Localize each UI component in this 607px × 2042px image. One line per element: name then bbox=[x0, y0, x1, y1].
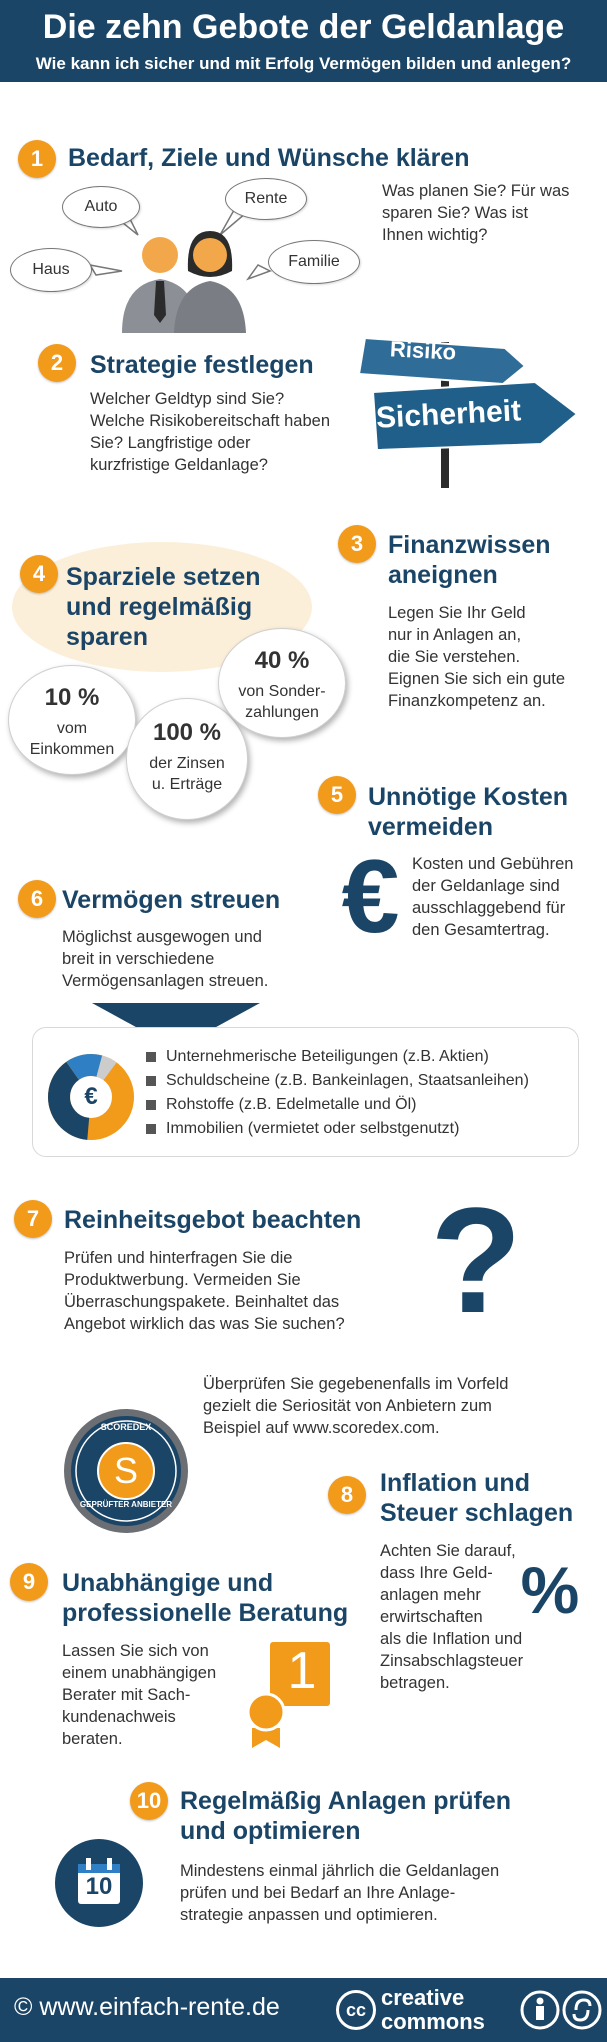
list-item: Schuldscheine (z.B. Bankeinlagen, Staatsanleihen) bbox=[146, 1069, 571, 1093]
savings-circle-income: 10 % vom Einkommen bbox=[8, 665, 136, 775]
award-number: 1 bbox=[287, 1642, 317, 1700]
step-9-number: 9 bbox=[10, 1563, 48, 1601]
step-3-title: Finanzwissen aneignen bbox=[388, 531, 551, 589]
step-8-text: Achten Sie darauf, dass Ihre Geld- anlagen mehr erwirtschaften als die Inflation und Zinsabschlagsteuer betragen. bbox=[380, 1542, 524, 1692]
step-5-title: Unnötige Kosten vermeiden bbox=[368, 783, 568, 841]
bubble-haus: Haus bbox=[10, 248, 92, 292]
step-5-number: 5 bbox=[318, 776, 356, 814]
bubble-auto: Auto bbox=[62, 186, 140, 228]
calendar-number: 10 bbox=[85, 1873, 113, 1900]
step-1-number: 1 bbox=[18, 140, 56, 178]
footer-site-link[interactable]: © www.einfach-rente.de bbox=[14, 1993, 280, 2021]
sign-risiko: Risiko bbox=[389, 336, 457, 365]
list-item: Rohstoffe (z.B. Edelmetalle und Öl) bbox=[146, 1093, 571, 1117]
step-1-text: Was planen Sie? Für was sparen Sie? Was ist Ihnen wichtig? bbox=[382, 182, 570, 244]
step-6-number: 6 bbox=[18, 880, 56, 918]
step-4-title: Sparziele setzen und regelmäßig sparen bbox=[66, 563, 261, 651]
step-2-title: Strategie festlegen bbox=[90, 351, 314, 379]
page-title: Die zehn Gebote der Geldanlage bbox=[42, 8, 565, 46]
seal-top-text: SCOREDEX bbox=[100, 1422, 152, 1432]
list-item: Unternehmerische Beteiligungen (z.B. Aktien) bbox=[146, 1045, 571, 1069]
step-3-number: 3 bbox=[338, 525, 376, 563]
step-7-title: Reinheitsgebot beachten bbox=[64, 1206, 362, 1234]
savings-circle-bonus: 40 % von Sonder- zahlungen bbox=[218, 628, 346, 738]
step-8-title: Inflation und Steuer schlagen bbox=[380, 1469, 574, 1527]
step-2-text: Welcher Geldtyp sind Sie? Welche Risikobereitschaft haben Sie? Langfristige oder kurzfristige Geldanlage? bbox=[90, 390, 330, 474]
step-7-note: Überprüfen Sie gegebenenfalls im Vorfeld gezielt die Seriosität von Anbietern zum Beispiel auf www.scoredex.com. bbox=[203, 1375, 509, 1437]
page-subtitle: Wie kann ich sicher und mit Erfolg Vermögen bilden und anlegen? bbox=[35, 54, 572, 73]
step-4-number: 4 bbox=[20, 555, 58, 593]
step-5-text: Kosten und Gebühren der Geldanlage sind ausschlaggebend für den Gesamtertrag. bbox=[412, 855, 574, 939]
step-7-number: 7 bbox=[14, 1200, 52, 1238]
cc-logo-icon: cc bbox=[336, 1990, 376, 2030]
step-9-title: Unabhängige und professionelle Beratung bbox=[62, 1569, 349, 1627]
list-item: Immobilien (vermietet oder selbstgenutzt) bbox=[146, 1117, 571, 1141]
step-1-title: Bedarf, Ziele und Wünsche klären bbox=[68, 144, 470, 172]
asset-list bbox=[146, 1045, 571, 1141]
euro-icon: € bbox=[341, 839, 400, 955]
step-8-number: 8 bbox=[328, 1476, 366, 1514]
sign-sicherheit: Sicherheit bbox=[375, 394, 522, 435]
bubble-familie: Familie bbox=[268, 240, 360, 284]
step-6-title: Vermögen streuen bbox=[62, 886, 281, 914]
cc-wordmark: creative commons bbox=[381, 1985, 485, 2034]
step-10-text: Mindestens einmal jährlich die Geldanlagen prüfen und bei Bedarf an Ihre Anlage- strategie anpassen und optimieren. bbox=[180, 1862, 500, 1924]
percent-icon: % bbox=[520, 1553, 580, 1627]
donut-euro-glyph: € bbox=[84, 1083, 98, 1110]
seal-letter: S bbox=[113, 1450, 138, 1491]
bubble-rente: Rente bbox=[225, 178, 307, 220]
question-icon: ? bbox=[430, 1176, 522, 1344]
step-6-text: Möglichst ausgewogen und breit in verschiedene Vermögensanlagen streuen. bbox=[62, 928, 269, 990]
step-10-title: Regelmäßig Anlagen prüfen und optimieren bbox=[180, 1787, 512, 1845]
savings-circle-interest: 100 % der Zinsen u. Erträge bbox=[126, 698, 248, 820]
step-3-text: Legen Sie Ihr Geld nur in Anlagen an, die Sie verstehen. Eignen Sie sich ein gute Finanzkompetenz an. bbox=[388, 604, 566, 710]
step-7-text: Prüfen und hinterfragen Sie die Produktwerbung. Vermeiden Sie Überraschungspakete. Beinhaltet das Angebot wirklich das was Sie suchen? bbox=[64, 1249, 345, 1333]
cc-license-icons bbox=[520, 1990, 602, 2030]
step-2-number: 2 bbox=[38, 344, 76, 382]
step-9-text: Lassen Sie sich von einem unabhängigen Berater mit Sach- kundenachweis beraten. bbox=[62, 1642, 217, 1748]
step-10-number: 10 bbox=[130, 1782, 168, 1820]
seal-bottom-text: GEPRÜFTER ANBIETER bbox=[79, 1500, 173, 1509]
